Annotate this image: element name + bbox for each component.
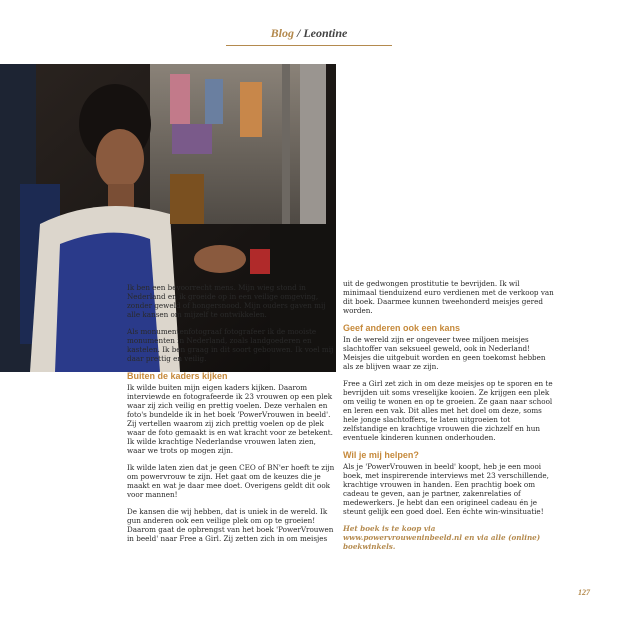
paragraph: Free a Girl zet zich in om deze meisjes op te sporen en te bevrijden uit soms vreselijke kooien. Ze krijgen een plek om veilig te wonen en op te groeien. Ze gaan naar school en leren een vak. Dit alles met het doel om deze, soms hele jonge slachtoffers, te laten uitgroeien tot zelfstandige en krachtige vrouwen die zichzelf en hun eventuele kinderen kunnen onderhouden. [343, 379, 553, 442]
paragraph: Als monumentenfotograaf fotografeer ik de mooiste monumenten in Nederland, zoals landgoederen en kastelen. Ik ben graag in dit soort gebouwen. Ik voel mij daar prettig en veilig. [127, 327, 334, 363]
section-heading: Wil je mij helpen? [343, 450, 419, 460]
header-rule [226, 45, 392, 46]
right-column [343, 279, 555, 559]
section-heading: Geef anderen ook een kans [343, 323, 461, 333]
author-name: Leontine [303, 26, 348, 40]
paragraph: Als je 'PowerVrouwen in beeld' koopt, heb je een mooi boek, met inspirerende interviews met 23 verschillende, krachtige vrouwen in handen. Een prachtig boek om cadeau te geven, aan je partner, zakenrelaties of medewerkers. Je hebt dan een origineel cadeau én je steunt gelijk een goed doel. Een échte win-winsituatie! [343, 462, 549, 516]
paragraph: uit de gedwongen prostitutie te bevrijden. Ik wil minimaal tienduizend euro verdienen met de verkoop van dit boek. Daarmee kunnen tweehonderd meisjes gered worden. [343, 279, 554, 315]
section-heading: Buiten de kaders kijken [127, 371, 228, 381]
paragraph: Ik wilde buiten mijn eigen kaders kijken. Daarom interviewde en fotografeerde ik 23 vrouwen op een plek waar zij zich veilig en prettig voelen. Deze verhalen en foto's bundelde ik in het boek 'PowerVrouwen in beeld'. Zij vertellen waarom zij zich prettig voelen op de plek waar de foto gemaakt is en wat kracht voor ze betekent. Ik wilde krachtige Nederlandse vrouwen laten zien, waar we trots op mogen zijn. [127, 383, 333, 455]
header-separator: / [297, 26, 301, 40]
purchase-note: Het boek is te koop via www.powervrouweninbeeld.nl en via alle (online) boekwinkels. [343, 524, 541, 551]
page-header [0, 26, 618, 41]
paragraph: In de wereld zijn er ongeveer twee miljoen meisjes slachtoffer van seksueel geweld, ook in Nederland! Meisjes die uitgebuit worden en geen toekomst hebben als ze blijven waar ze zijn. [343, 335, 546, 371]
left-column [127, 283, 335, 551]
paragraph: Ik ben een bevoorrecht mens. Mijn wieg stond in Nederland en ik groeide op in een veilige omgeving, zonder geweld of hongersnood. Mijn ouders gaven mij alle kansen om mijzelf te ontwikkelen. [127, 283, 326, 319]
paragraph: Ik wilde laten zien dat je geen CEO of BN'er hoeft te zijn om powervrouw te zijn. Het gaat om de keuzes die je maakt en wat je daar mee doet. Overigens geldt dit ook voor mannen! [127, 463, 335, 499]
page-number: 127 [578, 588, 590, 597]
paragraph: De kansen die wij hebben, dat is uniek in de wereld. Ik gun anderen ook een veilige plek om op te groeien! Daarom gaat de opbrengst van het boek 'PowerVrouwen in beeld' naar Free a Girl. Zij zetten zich in om meisjes [127, 507, 334, 543]
section-label: Blog [270, 26, 294, 40]
